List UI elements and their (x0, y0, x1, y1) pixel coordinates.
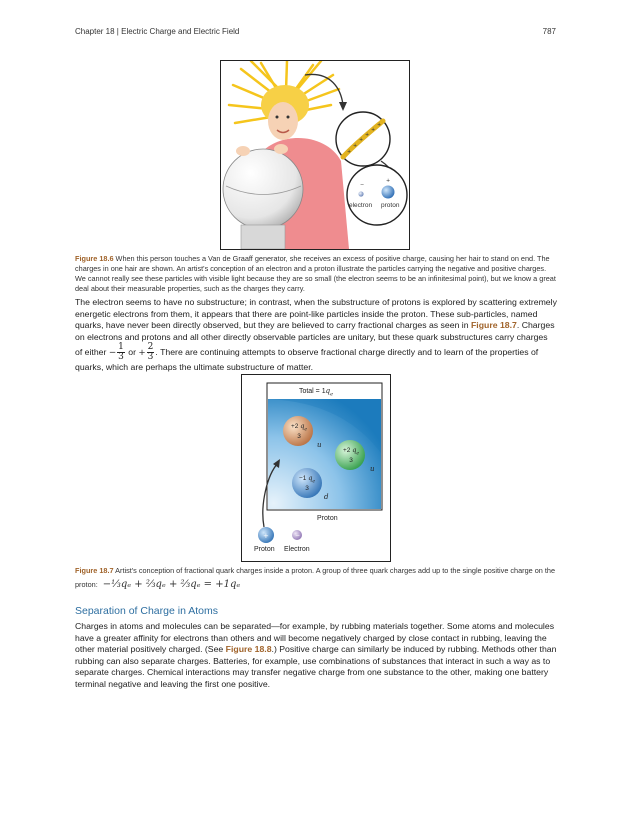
fraction-plus-sign: + (138, 348, 146, 359)
quark-equation-line (75, 579, 240, 590)
proton-particle (382, 186, 395, 199)
quark-sub: e (356, 451, 360, 457)
fraction-plus-two-thirds (147, 343, 155, 362)
proton-label: proton (381, 202, 400, 209)
paragraph-text: . Charges on electrons and protons and all other directly observable particles are unitary, but these quark substructures carry charges of either (75, 320, 555, 358)
quark-flavor-d: d (324, 493, 329, 501)
quark-den: 3 (297, 433, 301, 441)
paragraph-text: . There are continuing attempts to observe fractional charge directly and to learn of the properties of quarks, which are perhaps the ultimate substructure of matter. (75, 347, 539, 373)
section-text: .) Positive charge can similarly be induced by rubbing. Methods other than rubbing can also separate charges. Batteries, for example, use combinations of substances that interact in such a way as to separate charges. Chemical interactions may transfer negative charge from one substance to the other, making one battery terminal negative and leaving the first one positive. (75, 644, 557, 689)
total-label-text: Total = 1 (298, 388, 326, 395)
quark-down-label (295, 475, 319, 492)
quark-q: q (308, 474, 313, 482)
quark-sign: + (290, 423, 295, 430)
quark-q: q (352, 446, 357, 454)
fraction-numerator: 1 (118, 342, 124, 353)
fraction-denominator: 3 (147, 352, 154, 363)
running-header: Chapter 18 | Electric Charge and Electric Field (75, 27, 240, 36)
paragraph-text: or (125, 347, 139, 358)
page-number: 787 (542, 27, 556, 36)
quark-flavor-u: u (317, 441, 322, 449)
electron-label: electron (349, 202, 373, 209)
quark-num: 2 (346, 447, 351, 454)
figure-18-6-caption-text: When this person touches a Van de Graaff generator, she receives an excess of positive charge, causing her hair to stand on end. The charges in one hair are shown. An artist's conception of an electron and a proton illustrate the particles carrying the negative and positive charges. We cannot really see these particles with visible light because they are so small (the electron seems to be an infinitesimal point), but we know a great deal about their measurable properties, such as the charges they carry. (75, 254, 556, 293)
quark-sub: e (304, 427, 308, 433)
figure-18-7 (241, 374, 391, 562)
total-charge-label (242, 387, 390, 397)
quark-flavor-u: u (370, 465, 375, 473)
equation-prefix: proton: (75, 580, 98, 589)
section-paragraph (75, 621, 557, 691)
total-q: q (325, 387, 331, 395)
quark-up-2-label (339, 447, 363, 464)
electron-particle (358, 191, 363, 196)
section-text: Charges in atoms and molecules can be separated—for example, by rubbing materials together. Some atoms and molecules have a greater affinity for electrons than others and will become negatively charged by close contact in rubbing, leaving the other material positively charged. (See (75, 621, 555, 655)
fraction-denominator: 3 (118, 352, 124, 363)
quark-q: q (300, 422, 305, 430)
svg-text:−: − (360, 182, 365, 188)
total-sub: e (330, 391, 334, 398)
quark-proton-illustration (242, 375, 390, 561)
quark-sign: + (342, 447, 347, 454)
legend-proton-label: Proton (254, 546, 275, 553)
section-heading: Separation of Charge in Atoms (75, 605, 219, 617)
svg-text:+: + (353, 143, 358, 149)
figure-18-7-caption-text: Artist's conception of fractional quark charges inside a proton. A group of three quark charges add up to the single positive charge on the (113, 566, 556, 575)
legend-electron-label: Electron (284, 546, 310, 553)
quark-den: 3 (349, 457, 353, 465)
paragraph-text: The electron seems to have no substructure; in contrast, when the substructure of protons is explored by scattering extremely energetic electrons from them, it appears that there are point-like particles inside the proton. These sub-particles, named quarks, have never been directly observed, but they are believed to carry fractional charges as seen in (75, 297, 557, 331)
svg-text:+: + (365, 132, 370, 138)
figure-18-8-link[interactable]: Figure 18.8 (225, 644, 272, 655)
svg-text:+: + (386, 178, 391, 184)
proton-region-label: Proton (317, 515, 338, 522)
quark-num: 2 (294, 423, 299, 430)
svg-text:−: − (295, 532, 301, 539)
van-de-graaff-illustration (221, 61, 409, 249)
fraction-minus-one-third (117, 343, 125, 362)
figure-18-7-label: Figure 18.7 (75, 566, 114, 575)
svg-text:+: + (263, 532, 269, 540)
quark-den: 3 (305, 485, 309, 493)
quark-num: 1 (302, 475, 307, 482)
figure-18-7-link[interactable]: Figure 18.7 (471, 320, 517, 331)
figure-18-6 (220, 60, 410, 250)
quark-sign: − (298, 475, 303, 482)
fraction-minus-sign: − (108, 348, 117, 359)
quark-sub: e (312, 479, 316, 485)
quark-sum-equation: −⅓qₑ + ⅔qₑ + ⅔qₑ = +1qₑ (102, 579, 241, 590)
svg-text:+: + (359, 137, 364, 143)
quark-up-1-label (287, 423, 311, 440)
fraction-numerator: 2 (147, 342, 154, 353)
paragraph-quarks (75, 297, 557, 374)
svg-text:+: + (377, 122, 382, 128)
figure-18-7-caption (75, 566, 557, 576)
svg-text:+: + (371, 127, 376, 133)
figure-18-6-caption (75, 254, 557, 294)
svg-text:+: + (347, 149, 352, 155)
figure-18-6-label: Figure 18.6 (75, 254, 114, 263)
